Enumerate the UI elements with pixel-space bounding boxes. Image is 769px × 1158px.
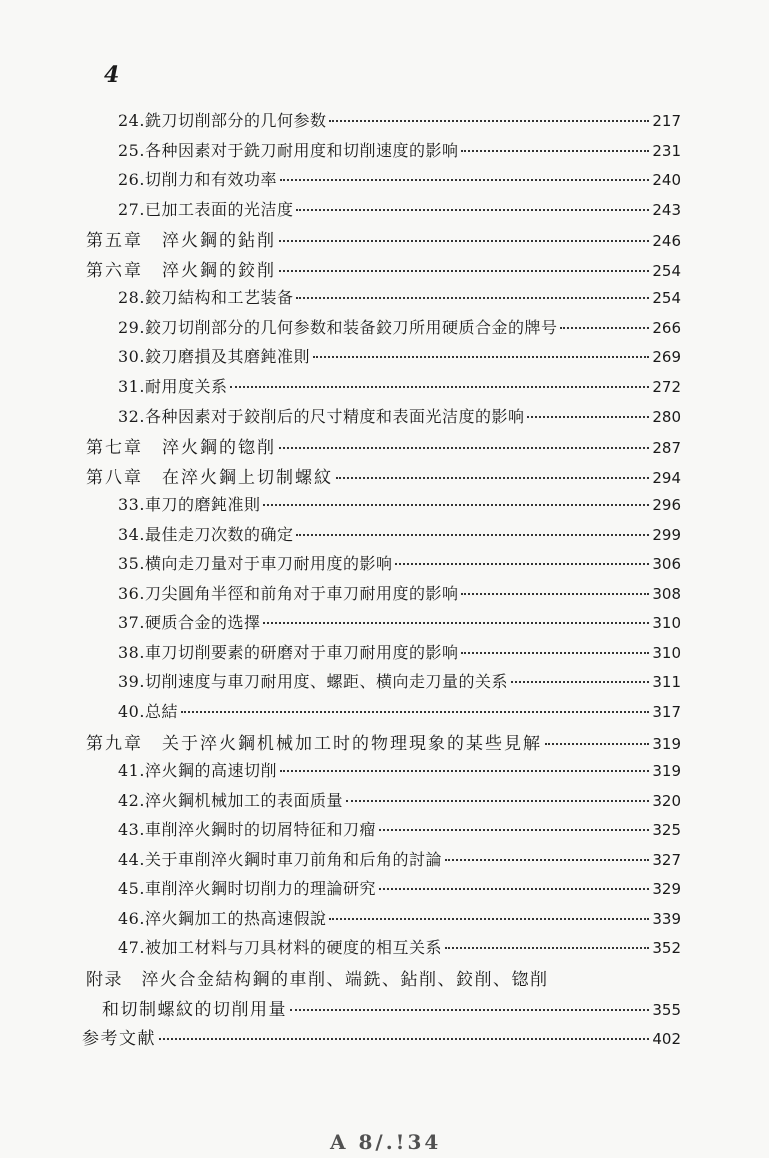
footer-stamp: A 8/.!34 <box>330 1130 442 1154</box>
toc-entry <box>86 256 681 286</box>
toc-entry-title: 42.淬火鋼机械加工的表面质量 <box>118 790 343 810</box>
dot-leader <box>230 386 649 388</box>
toc-entry <box>118 197 681 227</box>
dot-leader <box>279 270 649 272</box>
dot-leader <box>445 859 649 861</box>
toc-entry-title: 第五章 淬火鋼的鉆削 <box>86 231 276 252</box>
toc-entry-title: 第七章 淬火鋼的锪削 <box>86 438 276 459</box>
toc-entry <box>82 1024 681 1054</box>
dot-leader <box>527 416 649 418</box>
toc-entry-title: 33.車刀的磨鈍准則 <box>118 495 261 515</box>
toc-page-number: 310 <box>652 643 681 662</box>
toc-page-number: 352 <box>652 939 681 958</box>
toc-entry-title: 44.关于車削淬火鋼时車刀前角和后角的討論 <box>118 849 442 869</box>
dot-leader <box>461 652 649 654</box>
toc-entry <box>118 935 681 965</box>
toc-page-number: 287 <box>652 439 681 458</box>
toc-page-number: 272 <box>652 377 681 396</box>
toc-entry <box>102 995 681 1025</box>
toc-entry <box>86 965 681 995</box>
toc-entry <box>118 108 681 138</box>
toc-entry <box>118 699 681 729</box>
toc-entry <box>118 817 681 847</box>
toc-entry-title: 28.鉸刀結构和工艺装备 <box>118 288 294 308</box>
dot-leader <box>279 447 649 449</box>
dot-leader <box>336 477 649 479</box>
dot-leader <box>280 770 649 772</box>
toc-entry-title: 26.切削力和有效功率 <box>118 170 277 190</box>
dot-leader <box>280 179 649 181</box>
dot-leader <box>545 743 649 745</box>
toc-entry-title: 46.淬火鋼加工的热高速假說 <box>118 908 327 928</box>
toc-entry <box>118 138 681 168</box>
dot-leader <box>461 593 649 595</box>
toc-entry <box>118 344 681 374</box>
toc-page-number: 311 <box>652 673 681 692</box>
toc-page-number: 325 <box>652 821 681 840</box>
toc-page-number: 402 <box>652 1030 681 1049</box>
toc-entry-title: 第六章 淬火鋼的鉸削 <box>86 260 276 281</box>
toc-page-number: 280 <box>652 407 681 426</box>
toc-page-number: 294 <box>652 468 681 487</box>
toc-entry-title: 41.淬火鋼的高速切削 <box>118 761 277 781</box>
dot-leader <box>313 356 649 358</box>
dot-leader <box>461 150 649 152</box>
toc-entry <box>118 522 681 552</box>
toc-entry-title: 24.銑刀切削部分的几何参数 <box>118 111 327 130</box>
toc-entry <box>118 906 681 936</box>
toc-entry <box>118 285 681 315</box>
toc-entry-title: 43.車削淬火鋼时的切屑特征和刀瘤 <box>118 820 376 840</box>
toc-entry-title: 附录 淬火合金結构鋼的車削、端銑、鉆削、鉸削、锪削 <box>86 969 549 990</box>
toc-entry <box>118 847 681 877</box>
toc-page-number: 319 <box>652 762 681 781</box>
toc-page-number: 266 <box>652 318 681 337</box>
toc-entry <box>86 226 681 256</box>
toc-entry-title: 40.总結 <box>118 702 178 721</box>
toc-entry <box>118 876 681 906</box>
toc-page-number: 246 <box>652 232 681 251</box>
toc-entry <box>118 551 681 581</box>
dot-leader <box>263 504 649 506</box>
toc-entry-title: 参考文献 <box>82 1029 156 1050</box>
toc-page-number: 317 <box>652 703 681 721</box>
toc-entry <box>118 581 681 611</box>
toc-entry <box>118 374 681 404</box>
toc-page-number: 269 <box>652 348 681 367</box>
dot-leader <box>395 563 649 565</box>
toc-page-number: 254 <box>652 289 681 308</box>
toc-entry <box>118 758 681 788</box>
toc-page-number: 217 <box>652 112 681 130</box>
toc-page-number: 355 <box>652 1000 681 1019</box>
dot-leader <box>379 829 649 831</box>
toc-entry-title: 35.横向走刀量对于車刀耐用度的影响 <box>118 554 393 574</box>
toc-page-number: 296 <box>652 496 681 515</box>
toc-page-number: 243 <box>652 200 681 219</box>
page-number: 4 <box>104 62 120 88</box>
dot-leader <box>279 240 649 242</box>
toc-entry-title: 29.鉸刀切削部分的几何参数和装备鉸刀所用硬质合金的牌号 <box>118 317 558 337</box>
dot-leader <box>329 120 649 122</box>
dot-leader <box>296 297 649 299</box>
toc-page-number: 310 <box>652 614 681 633</box>
toc-entry-title: 38.車刀切削要素的研磨对于車刀耐用度的影响 <box>118 642 459 662</box>
dot-leader <box>560 327 649 329</box>
toc-entry-title: 27.已加工表面的光洁度 <box>118 199 294 219</box>
toc-page-number: 254 <box>652 261 681 280</box>
toc-entry-title: 25.各种因素对于銑刀耐用度和切削速度的影响 <box>118 140 459 160</box>
toc-page-number: 306 <box>652 555 681 574</box>
toc-entry-title: 和切制螺紋的切削用量 <box>102 999 287 1020</box>
toc-page-number: 308 <box>652 584 681 603</box>
toc-entry-title: 32.各种因素对于鉸削后的尺寸精度和表面光洁度的影响 <box>118 406 525 426</box>
toc-entry-title: 36.刀尖圓角半徑和前角对于車刀耐用度的影响 <box>118 583 459 603</box>
toc-page-number: 320 <box>652 791 681 810</box>
toc-page-number: 231 <box>652 141 681 160</box>
toc-page-number: 240 <box>652 171 681 190</box>
toc-entry-title: 第九章 关于淬火鋼机械加工时的物理現象的某些見解 <box>86 733 542 754</box>
toc-page-number: 319 <box>652 734 681 753</box>
dot-leader <box>379 888 649 890</box>
dot-leader <box>181 711 649 713</box>
toc-entry <box>118 167 681 197</box>
dot-leader <box>159 1038 649 1040</box>
toc-entry-title: 30.鉸刀磨損及其磨鈍准則 <box>118 347 310 367</box>
toc-entry-title: 31.耐用度关系 <box>118 376 228 396</box>
dot-leader <box>329 918 649 920</box>
dot-leader <box>511 681 649 683</box>
dot-leader <box>263 622 649 624</box>
toc-entry <box>118 788 681 818</box>
toc-entry-title: 37.硬质合金的选擇 <box>118 613 261 633</box>
toc-page-number: 329 <box>652 880 681 899</box>
toc-entry-title: 47.被加工材料与刀具材料的硬度的相互关系 <box>118 938 442 958</box>
toc-entry <box>118 640 681 670</box>
dot-leader <box>346 800 649 802</box>
toc-page-number: 339 <box>652 909 681 928</box>
toc-entry <box>118 404 681 434</box>
toc-entry <box>86 729 681 759</box>
dot-leader <box>290 1009 649 1011</box>
toc-entry <box>118 669 681 699</box>
toc-entry <box>86 433 681 463</box>
toc-entry-title: 34.最佳走刀次数的确定 <box>118 524 294 544</box>
dot-leader <box>445 947 649 949</box>
toc-entry-title: 第八章 在淬火鋼上切制螺紋 <box>86 467 333 488</box>
toc-page-number: 327 <box>652 850 681 869</box>
toc-page-number: 299 <box>652 525 681 544</box>
toc-entry-title: 45.車削淬火鋼时切削力的理論研究 <box>118 879 376 899</box>
toc-entry <box>86 463 681 493</box>
dot-leader <box>296 534 649 536</box>
toc-entry-title: 39.切削速度与車刀耐用度、螺距、横向走刀量的关系 <box>118 672 508 692</box>
dot-leader <box>296 209 649 211</box>
toc-entry <box>118 610 681 640</box>
toc-entry <box>118 315 681 345</box>
toc-entry <box>118 492 681 522</box>
